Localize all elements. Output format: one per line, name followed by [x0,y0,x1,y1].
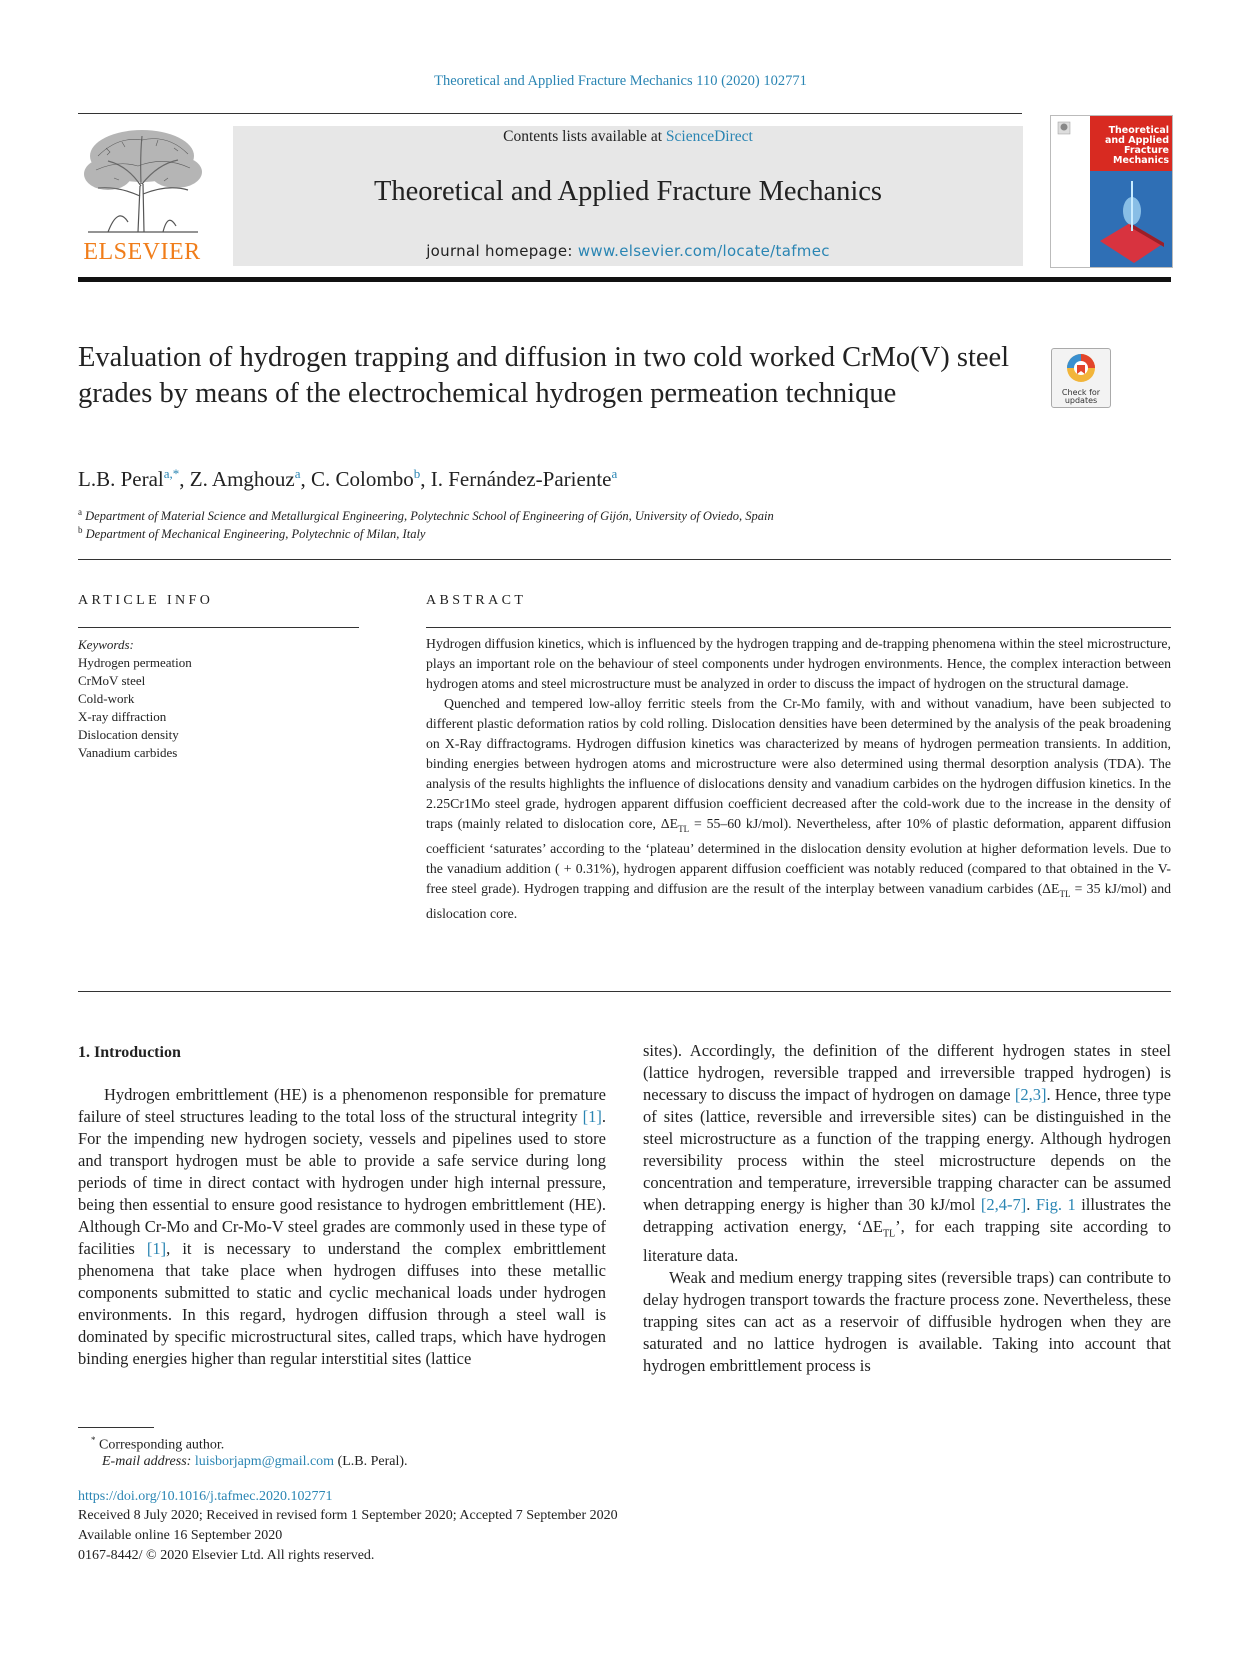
asterisk-mark: * [91,1435,96,1445]
doi-url[interactable]: https://doi.org/10.1016/j.tafmec.2020.102771 [78,1489,333,1504]
author-list: L.B. Peral$^{a,*}$, Z. Amghouz$^a$, C. Colombo$^b$, I. Fernández-Pariente$^a$ [78,466,618,491]
sciencedirect-link[interactable]: ScienceDirect [665,128,753,145]
check-updates-label: Check for updates [1061,388,1101,405]
corresponding-author-note [78,1435,224,1454]
body-text: sites). Accordingly, the definition of the different hydrogen states in steel (lattice hydrogen, reversible trapped and irreversible trapped hydrogen) is necessary to discuss the impact of hydrogen on damage [643,1041,1171,1104]
author-name[interactable]: I. Fernández-Pariente [430,467,612,491]
affiliation-rule [78,559,1171,560]
article-title: Evaluation of hydrogen trapping and diffusion in two cold worked CrMo(V) steel grades by means of the electrochemical hydrogen permeation technique [78,342,1010,409]
footnote-rule [78,1427,154,1428]
available-online: Available online 16 September 2020 [78,1528,283,1543]
affiliation-mark: a [78,507,82,517]
affiliation-b [78,525,425,542]
affiliation-text: Department of Material Science and Metallurgical Engineering, Polytechnic School of Engineering of Gijón, University of Oviedo, Spain [85,509,774,524]
abstract-paragraph: Hydrogen diffusion kinetics, which is influenced by the hydrogen trapping and de-trapping phenomena within the steel microstructure, plays an important role on the behaviour of steel components under hydrogen environments. Hence, the complex interaction between hydrogen atoms and steel microstructure must be analyzed in order to discuss the impact of hydrogen on the structural damage. [426,636,1171,691]
keywords-block [78,636,358,762]
affiliation-a [78,507,774,524]
intro-paragraph [643,1040,1171,1267]
body-text: ’, for each trapping site according to literature data. [643,1217,1171,1266]
abstract-bottom-rule [78,991,1171,992]
body-text: illustrates the detrapping activation energy, ‘ΔE [643,1195,1172,1236]
author-name[interactable]: Z. Amghouz [189,467,295,491]
elsevier-wordmark: ELSEVIER [83,239,201,265]
journal-title: Theoretical and Applied Fracture Mechanics [373,176,883,207]
affiliation-text: Department of Mechanical Engineering, Polytechnic of Milan, Italy [85,527,426,542]
body-text: . Hence, three type of sites (lattice, reversible and irreversible sites) can be distinguished in the steel microstructure as a function of the trapping energy. Although hydrogen reversibility process within the steel microstructure depends on the concentration and temperature, irreversible trapping character can be assumed when detrapping energy is higher than 30 kJ/mol [643,1085,1171,1214]
article-info-heading: ARTICLE INFO [78,593,214,608]
cover-red-panel [1090,116,1172,267]
keyword-item: Cold-work [78,691,135,706]
abstract-text: = 55–60 kJ/mol). Nevertheless, after 10% of plastic deformation, apparent diffusion coefficient ‘saturates’ according to the ‘plateau’ determined in the dislocation density evolution at higher deformation levels. Due to the vanadium addition ( + 0.31%), hydrogen apparent diffusion coefficient was notably reduced (compared to that obtained in the V-free steel grade). Hydrogen trapping and diffusion are the result of the interplay between vanadium carbides (ΔE [426,816,1171,896]
intro-right-column [643,1040,1171,1377]
received-dates: Received 8 July 2020; Received in revised form 1 September 2020; Accepted 7 September 2020 [78,1508,618,1523]
header-rule [78,113,1022,114]
check-updates-icon [1052,349,1110,389]
intro-left-column [78,1084,606,1370]
doi-link[interactable] [78,1489,332,1505]
citation-link[interactable]: [1] [146,1239,167,1258]
elsevier-logo[interactable] [78,126,206,266]
intro-paragraph: Weak and medium energy trapping sites (reversible traps) can contribute to delay hydrogen transport towards the fracture process zone. Nevertheless, these trapping sites can act as a reservoir of diffusible hydrogen when they are saturated and no lattice hydrogen is available. Taking into account that hydrogen embrittlement process is [643,1268,1171,1376]
subscript: TL [1059,888,1071,899]
body-text: Hydrogen embrittlement (HE) is a phenomenon responsible for premature failure of steel structures leading to the total loss of the structural integrity [78,1085,606,1126]
affiliation-mark: b [78,525,83,535]
abstract-text: Quenched and tempered low-alloy ferritic steels from the Cr-Mo family, with and without vanadium, have been subjected to different plastic deformation ratios by cold rolling. Dislocation densities have been determined by the analysis of the peak broadening on X-Ray diffractograms. Hydrogen diffusion kinetics was characterized by means of hydrogen permeation transients. In addition, binding energies between hydrogen atoms and microstructure were also determined using thermal desorption analysis (TDA). The analysis of the results highlights the influence of dislocations density and vanadium carbides on the hydrogen diffusion kinetics. In the 2.25Cr1Mo steel grade, hydrogen apparent diffusion coefficient decreased after the cold-work due to the increase in the density of traps (mainly related to dislocation core, ΔE [426,696,1171,831]
intro-paragraph [78,1084,606,1370]
email-link[interactable]: luisborjapm@gmail.com [194,1454,335,1469]
keyword-item: X-ray diffraction [78,709,167,724]
email-note [78,1454,408,1470]
subscript: TL [882,1228,896,1240]
body-text: . For the impending new hydrogen society, vessels and pipelines used to store and transport hydrogen must be able to provide a safe service during long periods of time in direct contact with hydrogen under high internal pressure, being then essential to ensure good resistance to hydrogen embrittlement (HE). Although Cr-Mo and Cr-Mo-V steel grades are commonly used in these type of facilities [78,1107,606,1258]
masthead [233,126,1023,266]
author-name[interactable]: L.B. Peral [78,467,164,491]
citation-link[interactable]: [2,4-7] [980,1195,1027,1214]
citation-link[interactable]: [1] [582,1107,602,1126]
cover-title: Theoretical and Applied Fracture Mechanics [1105,125,1169,166]
masthead-bottom-rule [78,277,1171,282]
keyword-item: Hydrogen permeation [78,655,192,670]
corresponding-text: Corresponding author. [99,1437,225,1453]
author-affiliation-mark[interactable]: b [413,466,421,481]
article-info-rule [78,627,359,628]
abstract-body [426,634,1171,924]
author-affiliation-mark[interactable]: a [611,466,618,481]
subscript: TL [678,823,690,834]
body-text: , it is necessary to understand the complex embrittlement phenomena that take place when hydrogen diffuses into these metallic components submitted to static and cyclic mechanical loads under hydrogen environments. In this regard, hydrogen diffusion through a steel wall is dominated by specific microstructural sites, called traps, which have hydrogen binding energies higher than regular interstitial sites (lattice [78,1239,606,1368]
cover-image [1090,171,1172,267]
keyword-item: Dislocation density [78,727,179,742]
cover-graphic-icon [1090,171,1172,267]
author-affiliation-mark[interactable]: a [294,466,301,481]
contents-line [233,128,1023,146]
citation-link[interactable]: [2,3] [1014,1085,1047,1104]
email-label: E-mail address: [102,1454,192,1469]
copyright: 0167-8442/ © 2020 Elsevier Ltd. All rights reserved. [78,1548,375,1563]
keywords-label: Keywords: [78,637,134,652]
tree-icon [78,126,206,234]
check-for-updates-badge[interactable] [1051,348,1111,408]
body-text: . [1026,1195,1036,1214]
elsevier-mini-icon [1057,121,1071,135]
section-heading-introduction: 1. Introduction [78,1044,181,1061]
abstract-paragraph [426,694,1171,924]
homepage-line [233,242,1023,260]
author-name[interactable]: C. Colombo [311,467,414,491]
homepage-link[interactable]: www.elsevier.com/locate/tafmec [577,242,830,260]
journal-reference[interactable]: Theoretical and Applied Fracture Mechanics 110 (2020) 102771 [434,73,807,89]
author-affiliation-mark[interactable]: a,* [163,466,180,481]
abstract-text: = 35 kJ/mol) and dislocation core. [426,880,1171,921]
keyword-item: Vanadium carbides [78,745,178,760]
homepage-prefix: journal homepage: [426,242,573,260]
journal-cover[interactable] [1050,115,1173,268]
contents-prefix: Contents lists available at [503,128,663,145]
keyword-item: CrMoV steel [78,673,146,688]
figure-link[interactable]: Fig. 1 [1035,1195,1076,1214]
abstract-heading: ABSTRACT [426,593,527,608]
abstract-rule [426,627,1171,628]
email-suffix: (L.B. Peral). [337,1454,408,1469]
